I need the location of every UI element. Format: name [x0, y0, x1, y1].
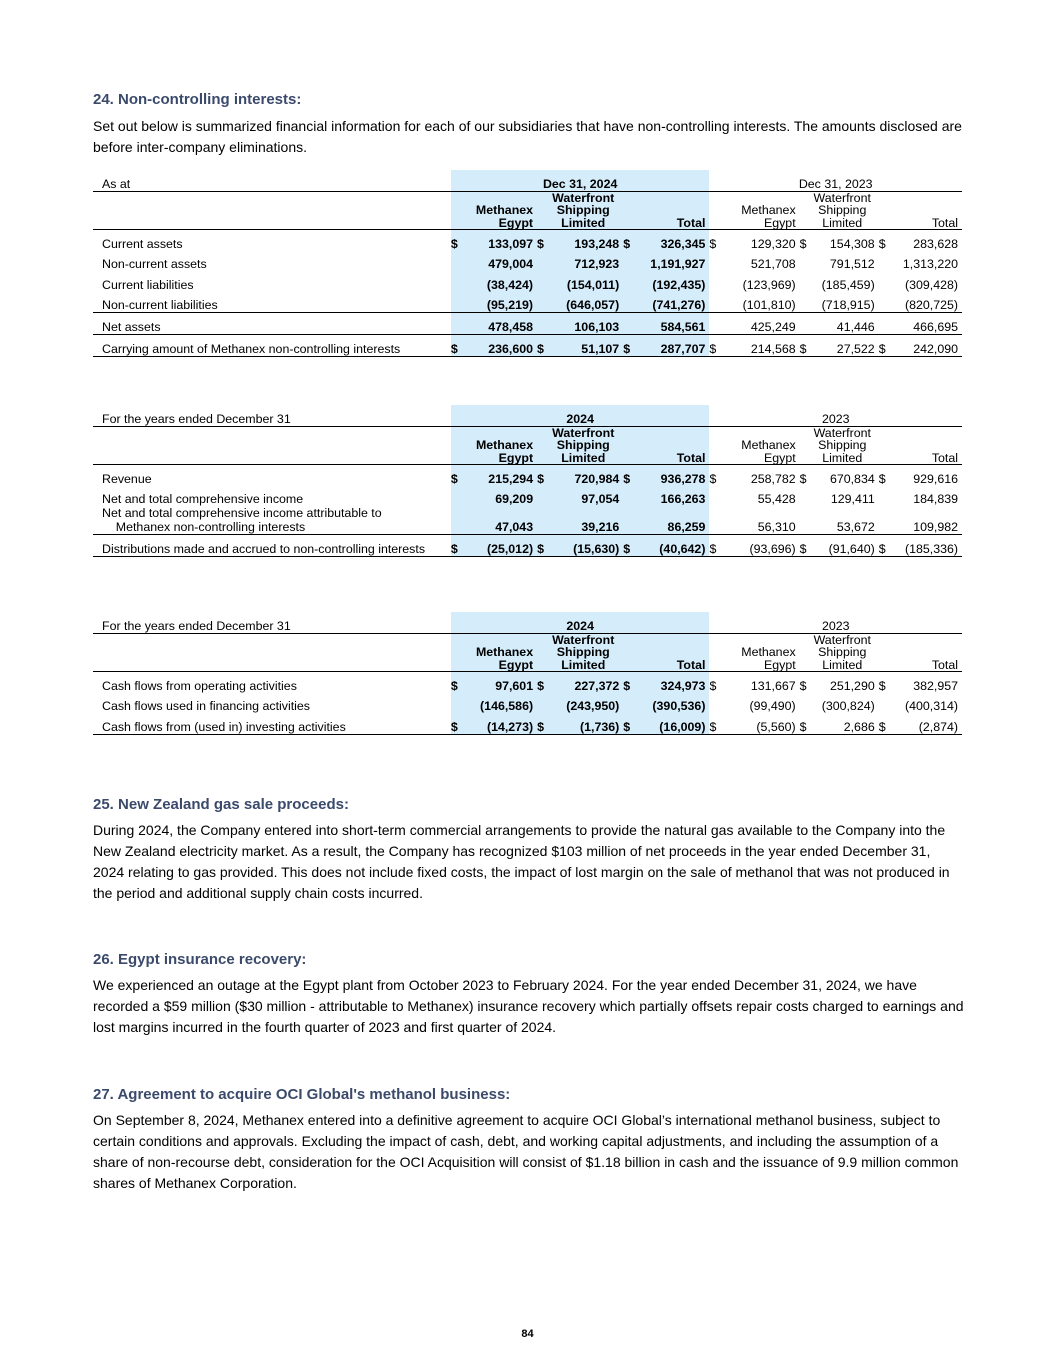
period-2023-header: 2023: [709, 405, 962, 426]
value-2023: 184,839: [913, 492, 958, 507]
currency-symbol: [623, 486, 633, 507]
row-label: Non-current assets: [102, 257, 207, 272]
currency-symbol: [879, 506, 889, 535]
currency-symbol: $: [537, 672, 547, 693]
currency-symbol: $: [709, 335, 719, 357]
period-2024-header: Dec 31, 2024: [451, 170, 710, 191]
row-label: Current liabilities: [102, 277, 194, 292]
period-2023-header: Dec 31, 2023: [709, 170, 962, 191]
value-2024: 712,923: [547, 251, 623, 272]
value-2024: 166,263: [633, 486, 709, 507]
period-2024-header: 2024: [451, 405, 710, 426]
value-2024: 236,600: [461, 335, 537, 357]
currency-symbol: $: [879, 335, 889, 357]
row-label: Cash flows from (used in) investing activities: [93, 713, 451, 734]
value-2024: 478,458: [461, 313, 537, 335]
currency-symbol: [879, 292, 889, 313]
row-label: Distributions made and accrued to non-controlling interests: [93, 535, 451, 557]
table-cell: [709, 426, 719, 465]
row-label: Revenue: [102, 471, 152, 486]
value-2023: 1,313,220: [902, 257, 958, 272]
currency-symbol: [709, 271, 719, 292]
table-cell: [537, 633, 547, 672]
currency-symbol: $: [709, 236, 717, 251]
column-header-egypt: Methanex Egypt: [720, 633, 800, 672]
currency-symbol: [537, 506, 547, 535]
table-row: [93, 486, 962, 507]
table-row: [93, 535, 962, 557]
row-label: Net and total comprehensive income: [102, 492, 304, 507]
currency-symbol: $: [451, 465, 461, 486]
currency-symbol: $: [623, 465, 633, 486]
currency-symbol: [451, 693, 461, 714]
value-2023: 251,290: [829, 678, 875, 693]
value-2023: 109,982: [913, 520, 958, 535]
currency-symbol: [537, 251, 547, 272]
column-header-row: [93, 426, 962, 465]
currency-symbol: [451, 271, 461, 292]
value-2024: 193,248: [547, 230, 623, 251]
currency-symbol: $: [537, 535, 547, 557]
column-header-waterfront: Waterfront Shipping Limited: [547, 633, 623, 672]
currency-symbol: [451, 506, 461, 535]
currency-symbol: [800, 271, 810, 292]
table-row: [93, 672, 962, 693]
period-2024-header: 2024: [451, 612, 710, 633]
column-header-total: Total: [633, 191, 709, 230]
value-2024: (243,950): [547, 693, 623, 714]
currency-symbol: [537, 292, 547, 313]
value-2024: 69,209: [461, 486, 537, 507]
value-2023: 214,568: [720, 335, 800, 357]
value-2023: 154,308: [829, 236, 875, 251]
table-cell: [800, 633, 810, 672]
currency-symbol: $: [799, 471, 807, 486]
column-header-total: Total: [889, 633, 962, 672]
column-header-waterfront: Waterfront Shipping Limited: [810, 426, 879, 465]
currency-symbol: [709, 292, 719, 313]
value-2023: 382,957: [913, 678, 958, 693]
currency-symbol: $: [799, 678, 807, 693]
column-header-total: Total: [633, 633, 709, 672]
currency-symbol: $: [878, 236, 886, 251]
currency-symbol: [709, 486, 719, 507]
table-cell: [93, 191, 451, 230]
column-header-waterfront: Waterfront Shipping Limited: [547, 426, 623, 465]
currency-symbol: [451, 292, 461, 313]
currency-symbol: [623, 271, 633, 292]
currency-symbol: [451, 251, 461, 272]
value-2024: 287,707: [633, 335, 709, 357]
currency-symbol: $: [878, 471, 886, 486]
table-row: [93, 506, 962, 535]
value-2024: (390,536): [633, 693, 709, 714]
value-2024: 39,216: [547, 506, 623, 535]
currency-symbol: $: [537, 335, 547, 357]
row-label: Carrying amount of Methanex non-controlling interests: [93, 335, 451, 357]
column-header-egypt: Methanex Egypt: [461, 426, 537, 465]
table-cell: [709, 191, 719, 230]
value-2024: (38,424): [461, 271, 537, 292]
value-2023: 670,834: [829, 471, 875, 486]
currency-symbol: $: [709, 471, 717, 486]
value-2024: 324,973: [633, 672, 709, 693]
table-row: [93, 251, 962, 272]
currency-symbol: $: [451, 672, 461, 693]
currency-symbol: [537, 486, 547, 507]
value-2023: 466,695: [889, 313, 962, 335]
value-2024: 936,278: [633, 465, 709, 486]
section-26-body: We experienced an outage at the Egypt plant from October 2023 to February 2024. For the year ended December 31, 2024, we have recorded a $59 million ($30 million - attributable to Methanex) insurance recovery which partially offsets repair costs charged to earnings and lost margins incurred in the fourth quarter of 2023 and first quarter of 2024.: [93, 977, 964, 1035]
table-row: [93, 292, 962, 313]
currency-symbol: $: [451, 230, 461, 251]
section-25-body: During 2024, the Company entered into short-term commercial arrangements to provide the natural gas available to the Company into the New Zealand electricity market. As a result, the Company has recognized $103 million of net proceeds in the year ended December 31, 2024 relating to gas provided. This does not include fixed costs, the impact of lost margin on the sale of methanol that was not produced in the period and additional supply chain costs incurred.: [93, 822, 950, 901]
value-2023: 521,708: [750, 257, 796, 272]
column-header-egypt: Methanex Egypt: [461, 191, 537, 230]
value-2024: 326,345: [633, 230, 709, 251]
currency-symbol: $: [879, 535, 889, 557]
table-cell: [623, 633, 633, 672]
table-cell: [623, 426, 633, 465]
row-label: Non-current liabilities: [102, 298, 218, 313]
currency-symbol: [623, 292, 633, 313]
value-2023: 129,411: [830, 492, 875, 507]
currency-symbol: [800, 506, 810, 535]
currency-symbol: [800, 486, 810, 507]
currency-symbol: $: [623, 230, 633, 251]
value-2024: 97,601: [461, 672, 537, 693]
value-2024: (154,011): [547, 271, 623, 292]
currency-symbol: $: [451, 335, 461, 357]
currency-symbol: [623, 313, 633, 335]
table-cell: [451, 633, 461, 672]
value-2023: (93,696): [720, 535, 800, 557]
value-2023: (300,824): [821, 699, 875, 714]
currency-symbol: $: [800, 535, 810, 557]
value-2023: (309,428): [904, 277, 958, 292]
row-label: Current assets: [102, 236, 183, 251]
value-2024: 584,561: [633, 313, 709, 335]
income-table: [93, 405, 962, 557]
period-2023-header: 2023: [709, 612, 962, 633]
table-row: [93, 271, 962, 292]
table-label-header: For the years ended December 31: [93, 405, 451, 426]
value-2024: 86,259: [633, 506, 709, 535]
value-2024: (14,273): [461, 713, 537, 734]
table-cell: [93, 633, 451, 672]
value-2024: 133,097: [461, 230, 537, 251]
row-label: Net and total comprehensive income attributable to Methanex non-controlling interests: [102, 506, 382, 535]
currency-symbol: [879, 271, 889, 292]
currency-symbol: [879, 486, 889, 507]
column-header-row: [93, 633, 962, 672]
currency-symbol: [879, 693, 889, 714]
table-cell: [623, 191, 633, 230]
period-header-row: [93, 170, 962, 191]
value-2024: (646,057): [547, 292, 623, 313]
value-2023: 2,686: [810, 713, 879, 734]
table-row: [93, 313, 962, 335]
currency-symbol: [800, 693, 810, 714]
currency-symbol: $: [537, 465, 547, 486]
currency-symbol: $: [709, 535, 719, 557]
value-2024: 1,191,927: [633, 251, 709, 272]
table-row: [93, 465, 962, 486]
net-assets-table: [93, 170, 962, 357]
value-2024: (1,736): [547, 713, 623, 734]
value-2023: 55,428: [757, 492, 796, 507]
value-2023: 929,616: [913, 471, 958, 486]
column-header-egypt: Methanex Egypt: [720, 191, 800, 230]
table-label-header: For the years ended December 31: [93, 612, 451, 633]
page-number: 84: [521, 1328, 534, 1340]
row-label: Cash flows used in financing activities: [102, 699, 310, 714]
table-cell: [537, 426, 547, 465]
column-header-egypt: Methanex Egypt: [720, 426, 800, 465]
value-2023: (2,874): [889, 713, 962, 734]
currency-symbol: [800, 292, 810, 313]
column-header-waterfront: Waterfront Shipping Limited: [547, 191, 623, 230]
currency-symbol: [800, 251, 810, 272]
value-2024: (95,219): [461, 292, 537, 313]
value-2023: (99,490): [749, 699, 796, 714]
currency-symbol: [451, 486, 461, 507]
currency-symbol: $: [878, 678, 886, 693]
value-2024: (192,435): [633, 271, 709, 292]
value-2023: 131,667: [750, 678, 796, 693]
value-2024: (25,012): [461, 535, 537, 557]
currency-symbol: $: [537, 230, 547, 251]
value-2024: (15,630): [547, 535, 623, 557]
value-2024: 51,107: [547, 335, 623, 357]
currency-symbol: $: [623, 335, 633, 357]
row-label: Net assets: [93, 313, 451, 335]
currency-symbol: $: [709, 713, 719, 734]
section-24-intro: Set out below is summarized financial information for each of our subsidiaries that have non-controlling interests. The amounts disclosed are before inter-company eliminations.: [93, 118, 962, 155]
value-2024: (40,642): [633, 535, 709, 557]
row-label: Cash flows from operating activities: [102, 678, 297, 693]
table-cell: [709, 633, 719, 672]
value-2023: 56,310: [757, 520, 796, 535]
table-cell: [879, 426, 889, 465]
value-2023: (101,810): [742, 298, 796, 313]
value-2023: (820,725): [904, 298, 958, 313]
value-2023: 258,782: [750, 471, 796, 486]
currency-symbol: $: [709, 678, 717, 693]
value-2023: (185,459): [821, 277, 875, 292]
value-2024: 720,984: [547, 465, 623, 486]
section-27-body: On September 8, 2024, Methanex entered into a definitive agreement to acquire OCI Global’s international methanol business, subject to certain conditions and approvals. Excluding the impact of cash, debt, and working capital adjustments, and including the assumption of a share of non-recourse debt, consideration for the OCI Acquisition will consist of $1.18 billion in cash and the issuance of 9.9 million common shares of Methanex Corporation.: [93, 1112, 959, 1191]
section-26-heading: 26. Egypt insurance recovery:: [93, 951, 307, 968]
column-header-egypt: Methanex Egypt: [461, 633, 537, 672]
currency-symbol: [451, 313, 461, 335]
table-row: [93, 335, 962, 357]
table-cell: [879, 633, 889, 672]
value-2023: (123,969): [742, 277, 796, 292]
column-header-total: Total: [889, 426, 962, 465]
table-cell: [800, 191, 810, 230]
table-cell: [451, 426, 461, 465]
period-header-row: [93, 405, 962, 426]
currency-symbol: [879, 251, 889, 272]
table-cell: [879, 191, 889, 230]
table-cell: [537, 191, 547, 230]
currency-symbol: $: [451, 713, 461, 734]
currency-symbol: [709, 693, 719, 714]
currency-symbol: [623, 506, 633, 535]
value-2023: 53,672: [836, 520, 875, 535]
column-header-waterfront: Waterfront Shipping Limited: [810, 633, 879, 672]
column-header-total: Total: [889, 191, 962, 230]
currency-symbol: $: [537, 713, 547, 734]
table-cell: [93, 426, 451, 465]
value-2024: 97,054: [547, 486, 623, 507]
currency-symbol: $: [879, 713, 889, 734]
currency-symbol: [709, 313, 719, 335]
value-2024: 106,103: [547, 313, 623, 335]
value-2023: 791,512: [829, 257, 875, 272]
cash-flows-table: [93, 612, 962, 735]
currency-symbol: [623, 693, 633, 714]
table-label-header: As at: [93, 170, 451, 191]
currency-symbol: $: [799, 236, 807, 251]
currency-symbol: $: [451, 535, 461, 557]
value-2024: (741,276): [633, 292, 709, 313]
value-2024: 47,043: [461, 506, 537, 535]
currency-symbol: $: [623, 535, 633, 557]
currency-symbol: $: [800, 335, 810, 357]
value-2024: (16,009): [633, 713, 709, 734]
currency-symbol: [623, 251, 633, 272]
table-row: [93, 693, 962, 714]
section-27-heading: 27. Agreement to acquire OCI Global's methanol business:: [93, 1086, 511, 1103]
currency-symbol: [537, 693, 547, 714]
currency-symbol: [879, 313, 889, 335]
value-2024: 479,004: [461, 251, 537, 272]
table-row: [93, 713, 962, 734]
value-2023: (91,640): [810, 535, 879, 557]
currency-symbol: [537, 313, 547, 335]
value-2023: 129,320: [750, 236, 796, 251]
value-2024: (146,586): [461, 693, 537, 714]
column-header-waterfront: Waterfront Shipping Limited: [810, 191, 879, 230]
currency-symbol: [709, 251, 719, 272]
value-2023: (185,336): [889, 535, 962, 557]
value-2024: 215,294: [461, 465, 537, 486]
value-2024: 227,372: [547, 672, 623, 693]
value-2023: 41,446: [810, 313, 879, 335]
currency-symbol: $: [623, 713, 633, 734]
value-2023: 283,628: [913, 236, 958, 251]
table-row: [93, 230, 962, 251]
value-2023: 425,249: [720, 313, 800, 335]
value-2023: (5,560): [720, 713, 800, 734]
column-header-row: [93, 191, 962, 230]
section-24-heading: 24. Non-controlling interests:: [93, 91, 302, 108]
currency-symbol: [709, 506, 719, 535]
column-header-total: Total: [633, 426, 709, 465]
value-2023: (400,314): [904, 699, 958, 714]
value-2023: (718,915): [821, 298, 875, 313]
section-25-heading: 25. New Zealand gas sale proceeds:: [93, 796, 349, 813]
currency-symbol: $: [623, 672, 633, 693]
currency-symbol: [537, 271, 547, 292]
value-2023: 242,090: [889, 335, 962, 357]
currency-symbol: [800, 313, 810, 335]
table-cell: [451, 191, 461, 230]
table-cell: [800, 426, 810, 465]
currency-symbol: $: [800, 713, 810, 734]
value-2023: 27,522: [810, 335, 879, 357]
period-header-row: [93, 612, 962, 633]
